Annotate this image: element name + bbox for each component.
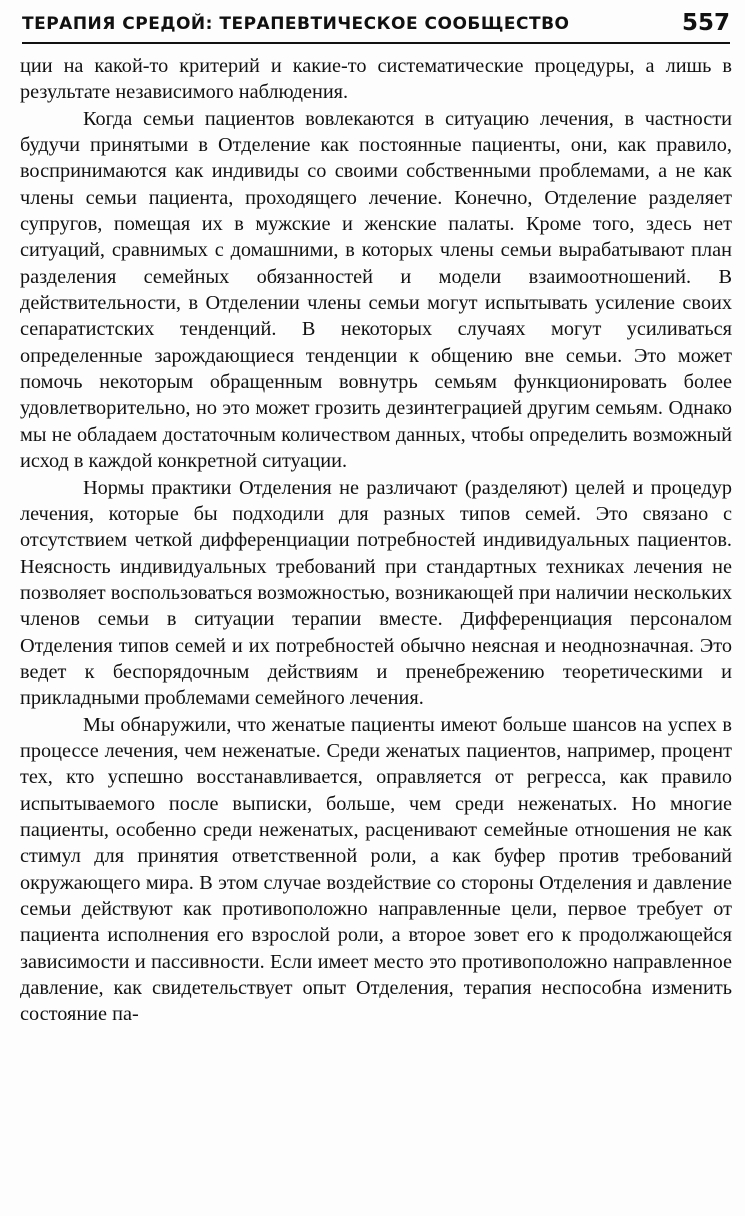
paragraph: Когда семьи пациентов вовлекаются в ситуацию лечения, в частности будучи принятыми в Отделение как постоянные пациенты, они, как правило, воспринимаются как индивиды со своими собственными проблемами, а не как члены семьи пациента, проходящего лечение. Конечно, Отделение разделяет супругов, помещая их в мужские и женские палаты. Кроме того, здесь нет ситуаций, сравнимых с домашними, в которых члены семьи вырабатывают план разделения семейных обязанностей и модели взаимоотношений. В действительности, в Отделении члены семьи могут испытывать усиление своих сепаратистских тенденций. В некоторых случаях могут усиливаться определенные зарождающиеся тенденции к общению вне семьи. Это может помочь некоторым обращенным вовнутрь семьям функционировать более удовлетворительно, но это может грозить дезинтеграцией другим семьям. Однако мы не обладаем достаточным количеством данных, чтобы определить возможный исход в каждой конкретной ситуации. xyxy=(20,107,732,473)
page-number: 557 xyxy=(681,10,730,36)
body-text xyxy=(20,53,732,1208)
running-header xyxy=(22,10,730,44)
paragraph: Нормы практики Отделения не различают (разделяют) целей и процедур лечения, которые бы подходили для разных типов семей. Это связано с отсутствием четкой дифференциации потребностей индивидуальных пациентов. Неясность индивидуальных требований при стандартных техниках лечения не позволяет воспользоваться возможностью, возникающей при наличии нескольких членов семьи в ситуации терапии вместе. Дифференциация персоналом Отделения типов семей и их потребностей обычно неясная и неоднозначная. Это ведет к беспорядочным действиям и пренебрежению теоретическими и прикладными проблемами семейного лечения. xyxy=(20,476,732,710)
paragraph-continuation: ции на какой-то критерий и какие-то систематические процедуры, а лишь в результате независимого наблюдения. xyxy=(20,55,732,104)
running-title: ТЕРАПИЯ СРЕДОЙ: ТЕРАПЕВТИЧЕСКОЕ СООБЩЕСТВО xyxy=(22,14,570,34)
paragraph: Мы обнаружили, что женатые пациенты имеют больше шансов на успех в процессе лечения, чем неженатые. Среди женатых пациентов, например, процент тех, кто успешно восстанавливается, оправляется от регресса, как правило испытываемого после выписки, больше, чем среди неженатых. Но многие пациенты, особенно среди неженатых, расценивают семейные отношения не как стимул для принятия ответственной роли, а как буфер против требований окружающего мира. В этом случае воздействие со стороны Отделения и давление семьи действуют как противоположно направленные цели, первое требует от пациента исполнения его взрослой роли, а второе зовет его к продолжающейся зависимости и пассивности. Если имеет место это противоположно направленное давление, как свидетельствует опыт Отделения, терапия неспособна изменить состояние па- xyxy=(20,713,732,1026)
